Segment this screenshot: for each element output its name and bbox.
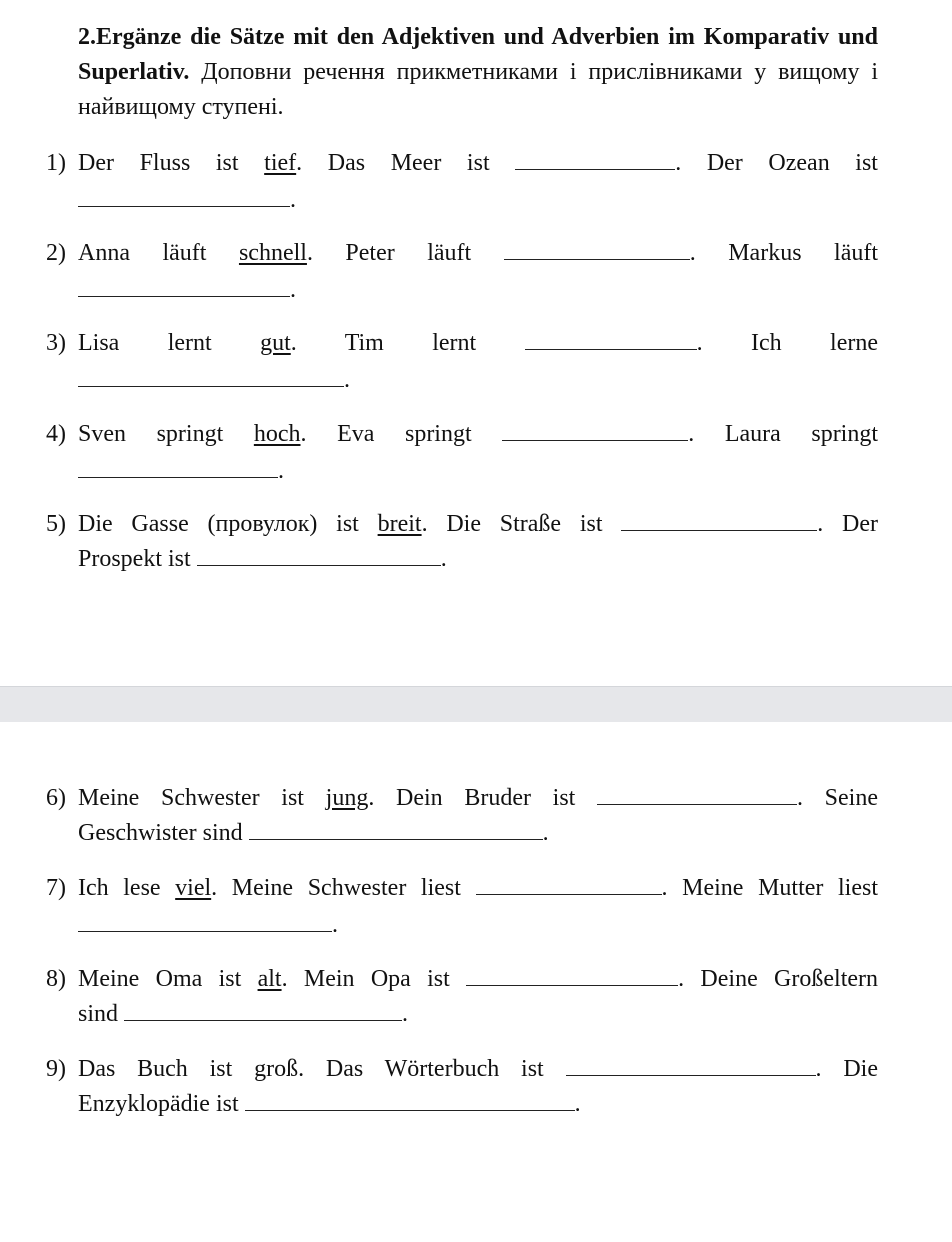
task-heading	[78, 20, 878, 125]
comparative-blank[interactable]	[502, 420, 688, 441]
base-word: tief	[264, 150, 297, 176]
comparative-blank[interactable]	[466, 965, 678, 986]
page-separator	[0, 686, 952, 723]
comparative-blank[interactable]	[597, 784, 797, 805]
superlative-blank[interactable]	[249, 819, 543, 840]
item-line-2: Prospekt ist .	[78, 546, 447, 572]
item-sentence: Lisa lernt gut. Tim lernt . Ich lerne	[78, 330, 878, 356]
comparative-blank[interactable]	[525, 329, 697, 350]
exercise-item-3	[46, 326, 878, 398]
superlative-blank[interactable]	[197, 545, 441, 566]
base-word: gut	[260, 330, 291, 356]
exercise-item-7	[46, 871, 878, 943]
base-word: breit	[377, 511, 422, 537]
item-line-2: .	[78, 454, 878, 489]
item-line-2: .	[78, 363, 878, 398]
item-number: 7)	[46, 875, 66, 901]
comparative-blank[interactable]	[621, 510, 817, 531]
comparative-blank[interactable]	[476, 874, 662, 895]
comparative-blank[interactable]	[504, 239, 690, 260]
item-sentence: Meine Oma ist alt. Mein Opa ist . Deine Großeltern	[78, 966, 879, 992]
item-sentence: Anna läuft schnell. Peter läuft . Markus läuft	[78, 240, 879, 266]
task-heading-ukrainian: Доповни речення прикметниками і прислівниками у вищому і найвищому ступені.	[78, 59, 878, 120]
base-word: alt	[257, 966, 282, 992]
item-number: 8)	[46, 966, 66, 992]
superlative-blank[interactable]	[78, 457, 278, 478]
item-sentence: Sven springt hoch. Eva springt . Laura springt	[78, 421, 879, 447]
item-line-2: .	[78, 908, 878, 943]
base-word: viel	[175, 875, 212, 901]
item-line-2: .	[78, 183, 878, 218]
item-sentence: Meine Schwester ist jung. Dein Bruder ist . Seine	[78, 785, 878, 811]
comparative-blank[interactable]	[515, 149, 675, 170]
item-sentence: Die Gasse (провулок) ist breit. Die Straße ist . Der	[78, 511, 878, 537]
exercise-item-6	[46, 781, 878, 851]
item-number: 9)	[46, 1056, 66, 1082]
superlative-blank[interactable]	[78, 186, 290, 207]
item-number: 2)	[46, 240, 66, 266]
item-number: 6)	[46, 785, 66, 811]
item-line-2: Enzyklopädie ist .	[78, 1091, 581, 1117]
item-number: 5)	[46, 511, 66, 537]
superlative-blank[interactable]	[245, 1090, 575, 1111]
exercise-item-5	[46, 507, 878, 577]
exercise-item-8	[46, 962, 878, 1032]
item-number: 4)	[46, 421, 66, 447]
item-number: 3)	[46, 330, 66, 356]
worksheet-page-2	[0, 722, 952, 1242]
superlative-blank[interactable]	[78, 276, 290, 297]
item-line-2: Geschwister sind .	[78, 820, 549, 846]
base-word: hoch	[253, 421, 301, 447]
task-heading-german: 2.Ergänze die Sätze mit den Adjektiven und Adverbien im Komparativ und Superlativ.	[78, 24, 878, 85]
base-word: schnell	[238, 240, 307, 266]
item-line-2: .	[78, 273, 878, 308]
base-word: jung	[325, 785, 369, 811]
item-sentence: Der Fluss ist tief. Das Meer ist . Der Ozean ist	[78, 150, 878, 176]
exercise-item-9	[46, 1052, 878, 1122]
exercise-item-4	[46, 417, 878, 489]
item-line-2: sind .	[78, 1001, 409, 1027]
item-sentence: Das Buch ist groß. Das Wörterbuch ist . Die	[78, 1056, 878, 1082]
comparative-blank[interactable]	[566, 1055, 816, 1076]
superlative-blank[interactable]	[124, 1000, 402, 1021]
exercise-item-1	[46, 146, 878, 218]
item-number: 1)	[46, 150, 66, 176]
superlative-blank[interactable]	[78, 911, 332, 932]
item-sentence: Ich lese viel. Meine Schwester liest . Meine Mutter liest	[78, 875, 878, 901]
superlative-blank[interactable]	[78, 366, 344, 387]
exercise-item-2	[46, 236, 878, 308]
